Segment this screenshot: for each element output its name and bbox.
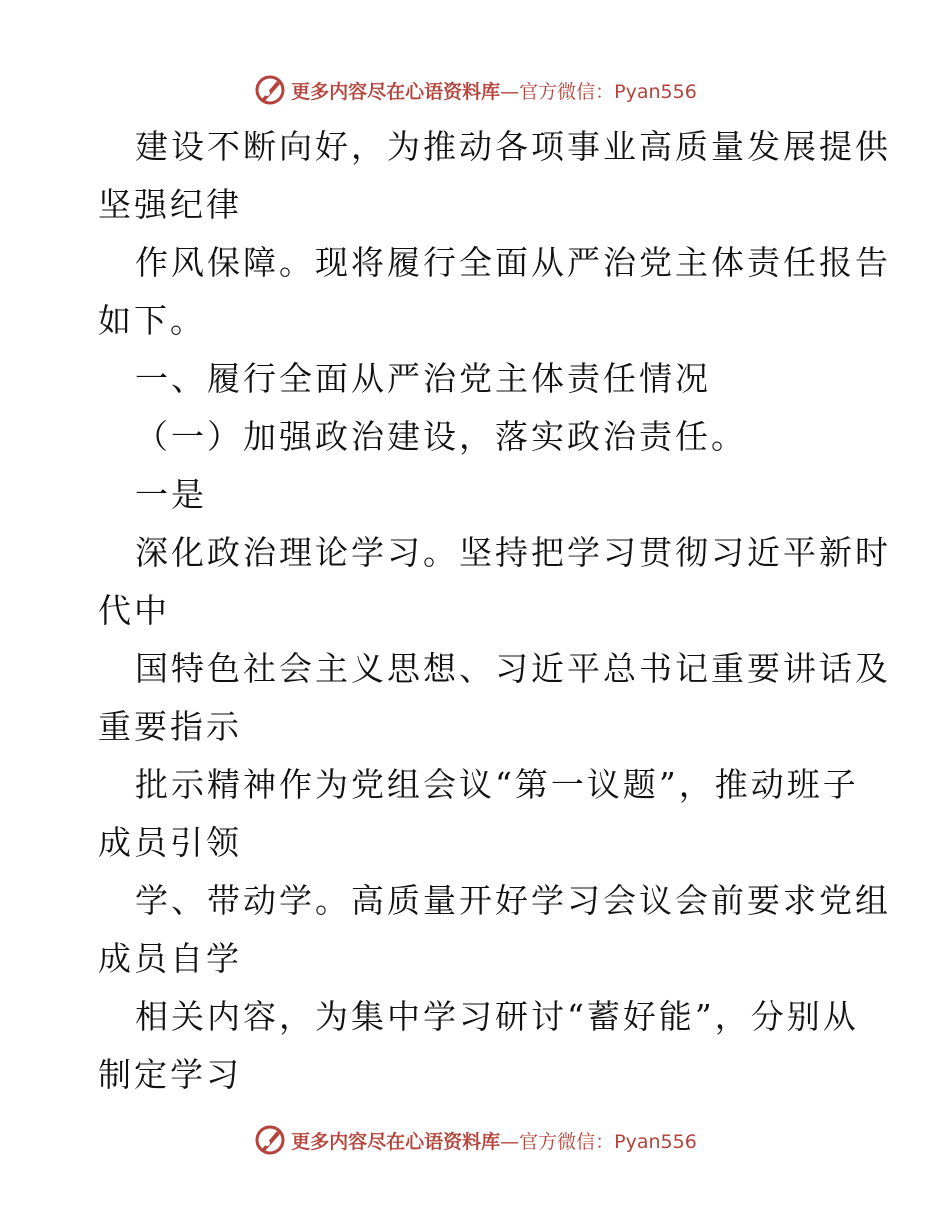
- banner-wechat: 官方微信：Pyan556: [519, 1130, 697, 1153]
- paragraph-line: 制定学习: [98, 1055, 242, 1094]
- document-body: [98, 118, 891, 1104]
- quill-logo-icon: [253, 73, 287, 107]
- banner-title: 更多内容尽在心语资料库: [291, 80, 501, 103]
- header-watermark-banner: [0, 70, 950, 110]
- paragraph-line: 代中: [98, 591, 170, 630]
- paragraph-line: 重要指示: [98, 707, 242, 746]
- quill-logo-icon: [253, 1123, 287, 1157]
- paragraph-line: 国特色社会主义思想、习近平总书记重要讲话及: [135, 649, 891, 688]
- footer-watermark-banner: [0, 1120, 950, 1160]
- banner-text: [291, 1127, 697, 1154]
- paragraph-line: 一是: [135, 475, 207, 514]
- banner-separator: —: [500, 80, 520, 103]
- banner-separator: —: [500, 1130, 520, 1153]
- paragraph-line: 成员引领: [98, 823, 242, 862]
- paragraph-line: 建设不断向好，为推动各项事业高质量发展提供: [135, 127, 891, 166]
- paragraph-line: 批示精神作为党组会议“第一议题”，推动班子: [135, 765, 859, 804]
- paragraph-line: 相关内容，为集中学习研讨“蓄好能”，分别从: [135, 997, 859, 1036]
- paragraph-line: （一）加强政治建设，落实政治责任。: [135, 417, 747, 456]
- paragraph-line: 一、履行全面从严治党主体责任情况: [135, 359, 711, 398]
- paragraph-line: 成员自学: [98, 939, 242, 978]
- banner-wechat: 官方微信：Pyan556: [519, 80, 697, 103]
- banner-title: 更多内容尽在心语资料库: [291, 1130, 501, 1153]
- paragraph-line: 深化政治理论学习。坚持把学习贯彻习近平新时: [135, 533, 891, 572]
- paragraph-line: 作风保障。现将履行全面从严治党主体责任报告: [135, 243, 891, 282]
- paragraph-line: 如下。: [98, 301, 206, 340]
- paragraph-line: 坚强纪律: [98, 185, 242, 224]
- paragraph-line: 学、带动学。高质量开好学习会议会前要求党组: [135, 881, 891, 920]
- banner-text: [291, 77, 697, 104]
